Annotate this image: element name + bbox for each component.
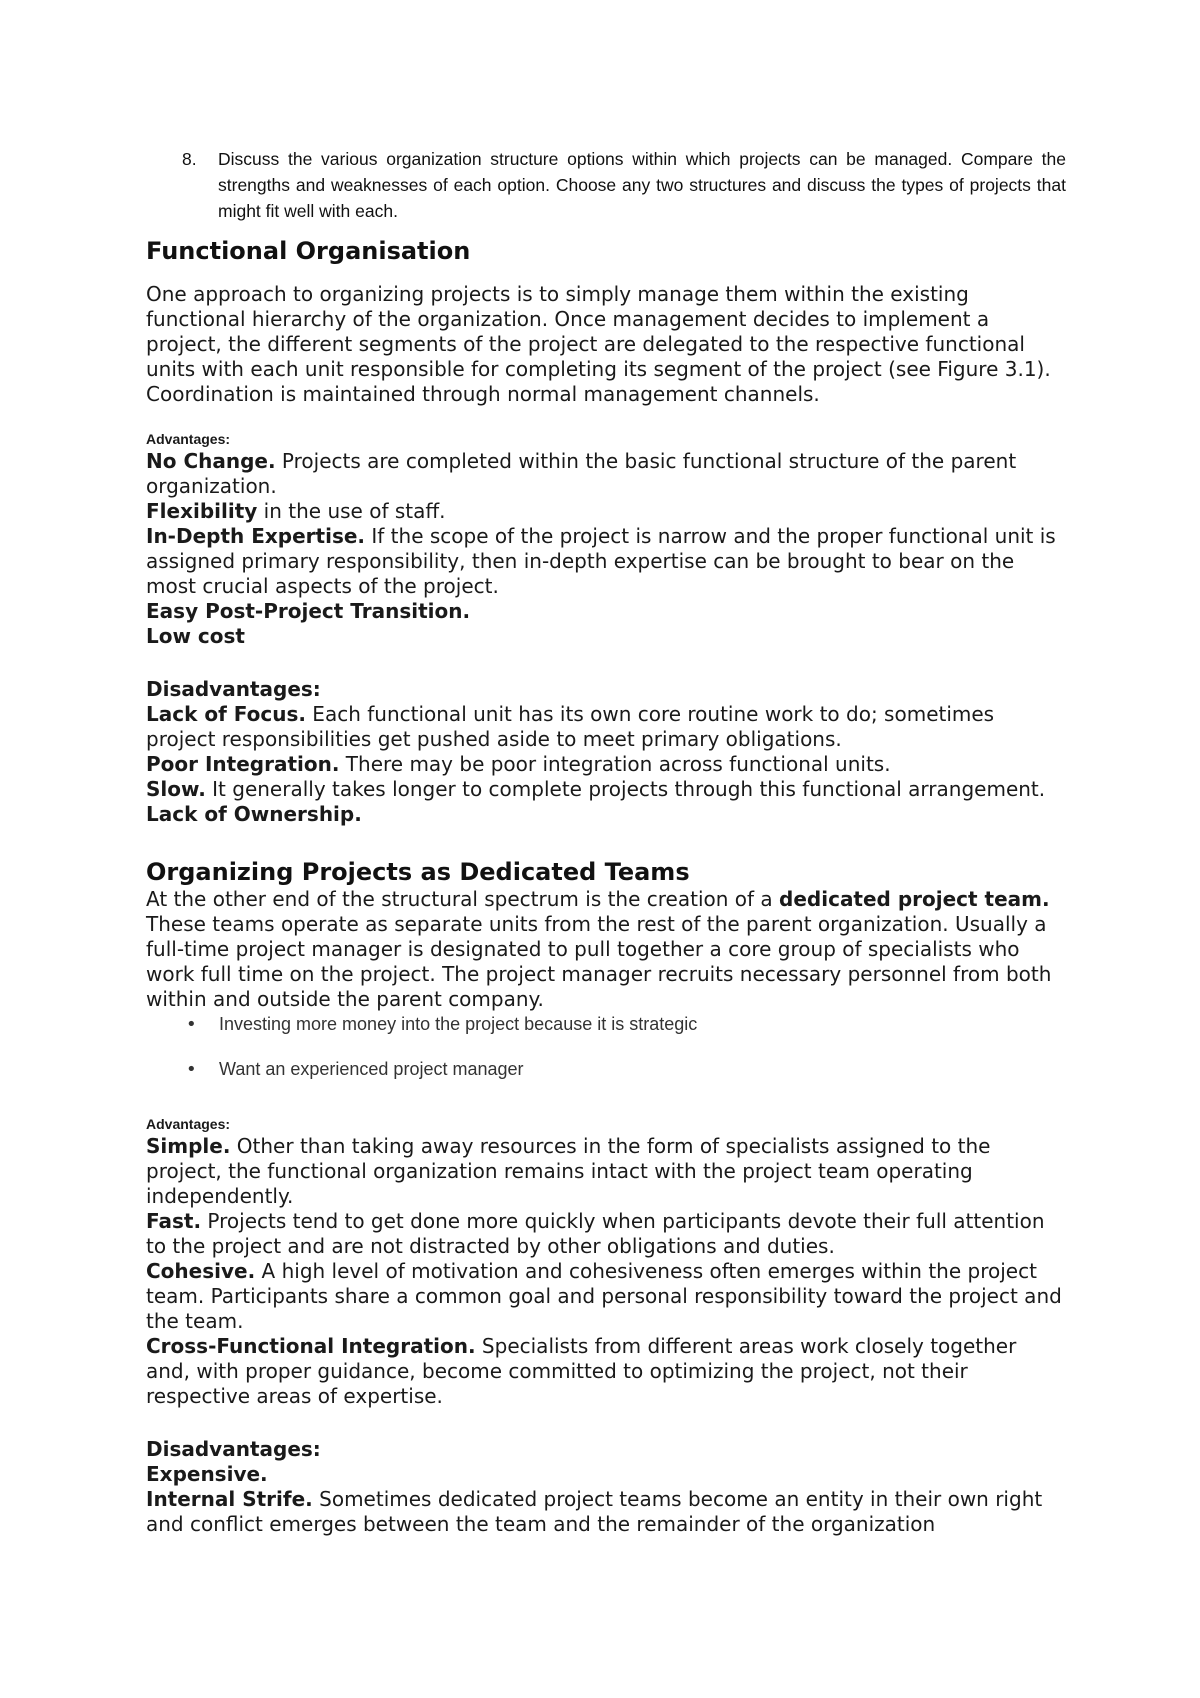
dedicated-disadvantages-label: Disadvantages: <box>146 1437 321 1461</box>
advantage-text: Projects tend to get done more quickly when participants devote their full attention to the project and are not distracted by other obligations and duties. <box>146 1209 1045 1258</box>
dedicated-bullet-list <box>146 1012 1066 1082</box>
heading-dedicated-teams: Organizing Projects as Dedicated Teams <box>146 858 690 886</box>
functional-disadvantage-item <box>146 802 1066 827</box>
bullet-icon: • <box>186 1014 197 1035</box>
disadvantage-text: Sometimes dedicated project teams become an entity in their own right and conflict emerges between the team and the remainder of the organization <box>146 1487 1043 1536</box>
functional-advantage-item <box>146 499 1066 524</box>
disadvantage-term: Expensive. <box>146 1462 268 1486</box>
heading-functional-organisation: Functional Organisation <box>146 237 471 265</box>
dedicated-advantage-item <box>146 1134 1066 1209</box>
advantage-text: If the scope of the project is narrow and the proper functional unit is assigned primary responsibility, then in-depth expertise can be brought to bear on the most crucial aspects of the project. <box>146 524 1056 598</box>
functional-advantage-item <box>146 624 1066 649</box>
advantage-term: Fast. <box>146 1209 202 1233</box>
dedicated-intro-after: These teams operate as separate units from the rest of the parent organization. Usually a full-time project manager is designated to pull together a core group of specialists who work full time on the project. The project manager recruits necessary personnel from both within and outside the parent company. <box>146 912 1052 1011</box>
dedicated-intro-before: At the other end of the structural spectrum is the creation of a <box>146 887 780 911</box>
advantage-term: Cohesive. <box>146 1259 256 1283</box>
list-item <box>146 1012 1066 1037</box>
dedicated-intro-paragraph <box>146 887 1066 1012</box>
advantage-term: Simple. <box>146 1134 231 1158</box>
advantage-text: Specialists from different areas work closely together and, with proper guidance, become committed to optimizing the project, not their respective areas of expertise. <box>146 1334 1017 1408</box>
list-item <box>146 1057 1066 1082</box>
functional-disadvantage-item <box>146 702 1066 752</box>
advantage-term: Flexibility <box>146 499 258 523</box>
disadvantage-term: Slow. <box>146 777 206 801</box>
dedicated-disadvantage-item <box>146 1487 1066 1537</box>
disadvantage-term: Internal Strife. <box>146 1487 313 1511</box>
document-content <box>146 146 1066 1537</box>
functional-advantage-item <box>146 524 1066 599</box>
dedicated-advantage-item <box>146 1209 1066 1259</box>
dedicated-disadvantage-item <box>146 1462 1066 1487</box>
disadvantage-term: Lack of Ownership. <box>146 802 362 826</box>
disadvantage-text: There may be poor integration across functional units. <box>339 752 891 776</box>
advantage-term: Cross-Functional Integration. <box>146 1334 476 1358</box>
functional-intro-paragraph: One approach to organizing projects is to simply manage them within the existing functional hierarchy of the organization. Once management decides to implement a project, the different segments of the project are delegated to the respective functional units with each unit responsible for completing its segment of the project (see Figure 3.1). Coordination is maintained through normal management channels. <box>146 282 1051 406</box>
bullet-text: Want an experienced project manager <box>219 1059 524 1079</box>
functional-advantages-label: Advantages: <box>146 431 231 447</box>
bullet-text: Investing more money into the project because it is strategic <box>219 1014 698 1034</box>
disadvantage-text: Each functional unit has its own core routine work to do; sometimes project responsibilities get pushed aside to meet primary obligations. <box>146 702 995 751</box>
advantage-term: No Change. <box>146 449 276 473</box>
bullet-icon: • <box>186 1059 197 1080</box>
advantage-text: in the use of staff. <box>257 499 446 523</box>
dedicated-advantage-item <box>146 1334 1066 1409</box>
advantage-term: Low cost <box>146 624 245 648</box>
dedicated-advantage-item <box>146 1259 1066 1334</box>
functional-disadvantage-item <box>146 777 1066 802</box>
advantage-term: Easy Post-Project Transition. <box>146 599 471 623</box>
question-item <box>146 146 1066 224</box>
advantage-term: In-Depth Expertise. <box>146 524 366 548</box>
advantage-text: Projects are completed within the basic functional structure of the parent organization. <box>146 449 1017 498</box>
disadvantage-term: Poor Integration. <box>146 752 340 776</box>
functional-advantage-item <box>146 449 1066 499</box>
question-number: 8. <box>182 149 197 169</box>
question-text: Discuss the various organization structure options within which projects can be managed. Compare the strengths and weaknesses of each option. Choose any two structures and discuss the types of projects that might fit well with each. <box>218 149 1066 221</box>
advantage-text: A high level of motivation and cohesiveness often emerges within the project team. Participants share a common goal and personal responsibility toward the project and the team. <box>146 1259 1062 1333</box>
functional-advantage-item <box>146 599 1066 624</box>
dedicated-advantages-label: Advantages: <box>146 1116 231 1132</box>
functional-disadvantage-item <box>146 752 1066 777</box>
disadvantage-text: It generally takes longer to complete projects through this functional arrangement. <box>205 777 1046 801</box>
dedicated-intro-bold: dedicated project team. <box>779 887 1050 911</box>
functional-disadvantages-label: Disadvantages: <box>146 677 321 701</box>
advantage-text: Other than taking away resources in the form of specialists assigned to the project, the functional organization remains intact with the project team operating independently. <box>146 1134 991 1208</box>
disadvantage-term: Lack of Focus. <box>146 702 306 726</box>
